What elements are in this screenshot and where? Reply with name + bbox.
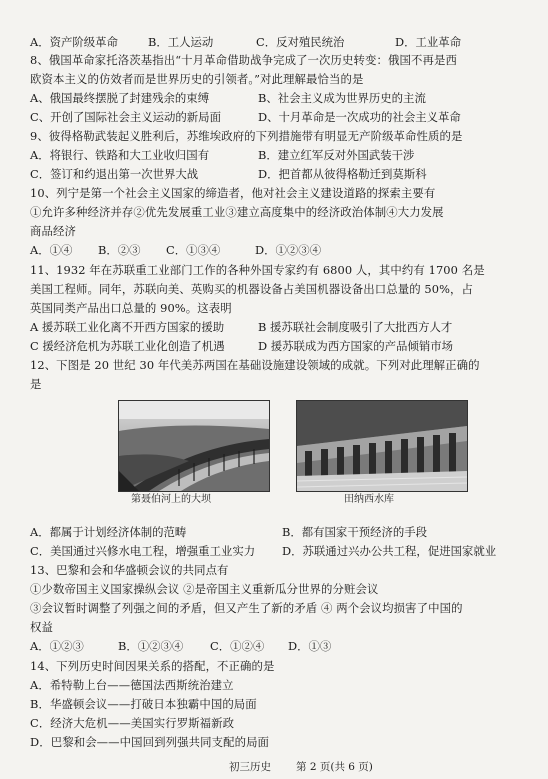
q9-option-d: D．把首都从彼得格勒迁到莫斯科 xyxy=(258,167,427,181)
q12-option-a: A．都属于计划经济体制的范畴 xyxy=(30,525,187,539)
tennessee-reservoir-caption: 田纳西水库 xyxy=(344,494,394,505)
q7-option-d: D．工业革命 xyxy=(395,35,462,49)
q8-option-a: A、俄国最终摆脱了封建残余的束缚 xyxy=(30,91,210,105)
q8-option-d: D、十月革命是一次成功的社会主义革命 xyxy=(258,110,461,124)
q10-option-d: D．①②③④ xyxy=(255,243,322,257)
q13-items-line-2: ③会议暂时调整了列强之间的矛盾，但又产生了新的矛盾 ④ 两个会议均损害了中国的 xyxy=(30,601,463,615)
q13-items-line-3: 权益 xyxy=(30,620,53,634)
q14-stem: 14、下列历史时间因果关系的搭配，不正确的是 xyxy=(30,659,275,673)
q7-option-c: C．反对殖民统治 xyxy=(256,35,345,49)
q9-option-a: A．将银行、铁路和大工业收归国有 xyxy=(30,148,210,162)
q10-items-line-1: ①允许多种经济并存②优先发展重工业③建立高度集中的经济政治体制④大力发展 xyxy=(30,205,444,219)
q7-option-a: A．资产阶级革命 xyxy=(30,35,118,49)
q12-option-d: D．苏联通过兴办公共工程，促进国家就业 xyxy=(282,544,497,558)
q10-option-c: C．①③④ xyxy=(166,243,221,257)
q9-option-c: C．签订和约退出第一次世界大战 xyxy=(30,167,199,181)
q13-option-a: A．①②③ xyxy=(30,639,84,653)
q7-option-b: B．工人运动 xyxy=(148,35,214,49)
q14-option-a: A．希特勒上台——德国法西斯统治建立 xyxy=(30,678,234,692)
q10-stem: 10、列宁是第一个社会主义国家的缔造者，他对社会主义建设道路的探索主要有 xyxy=(30,186,436,200)
q11-option-b: B 援苏联社会制度吸引了大批西方人才 xyxy=(258,320,453,334)
q13-option-c: C．①②④ xyxy=(210,639,265,653)
q11-stem-line-3: 英国同类产品出口总量的 90%。这表明 xyxy=(30,301,232,315)
q9-stem: 9、彼得格勒武装起义胜利后，苏维埃政府的下列措施带有明显无产阶级革命性质的是 xyxy=(30,129,463,143)
q14-option-d: D．巴黎和会——中国回到列强共同支配的局面 xyxy=(30,735,270,749)
q8-option-b: B、社会主义成为世界历史的主流 xyxy=(258,91,426,105)
q12-stem-line-1: 12、下图是 20 世纪 30 年代美苏两国在基础设施建设领域的成就。下列对此理解正确的 xyxy=(30,358,480,372)
q10-option-b: B．②③ xyxy=(98,243,141,257)
q13-stem: 13、巴黎和会和华盛顿会议的共同点有 xyxy=(30,563,229,577)
q13-option-b: B．①②③④ xyxy=(118,639,184,653)
q11-stem-line-1: 11、1932 年在苏联重工业部门工作的各种外国专家约有 6800 人，其中约有 1700 名是 xyxy=(30,263,485,277)
q12-option-b: B．都有国家干预经济的手段 xyxy=(282,525,428,539)
footer-page-number: 第 2 页(共 6 页) xyxy=(296,761,373,773)
q8-stem-line-2: 欧资本主义的仿效者而是世界历史的引领者。”对此理解最恰当的是 xyxy=(30,72,364,86)
footer-subject: 初三历史 xyxy=(229,761,271,773)
dnieper-dam-photo xyxy=(118,400,270,492)
tennessee-reservoir-photo xyxy=(296,400,468,492)
q14-option-c: C．经济大危机——美国实行罗斯福新政 xyxy=(30,716,235,730)
q11-option-c: C 援经济危机为苏联工业化创造了机遇 xyxy=(30,339,225,353)
q8-stem-line-1: 8、俄国革命家托洛茨基指出“十月革命借助战争完成了一次历史转变：俄国不再是西 xyxy=(30,53,457,67)
q13-items-line-1: ①少数帝国主义国家操纵会议 ②是帝国主义重新瓜分世界的分赃会议 xyxy=(30,582,379,596)
q9-option-b: B．建立红军反对外国武装干涉 xyxy=(258,148,415,162)
q11-stem-line-2: 美国工程师。同年，苏联向美、英购买的机器设备占美国机器设备出口总量的 50%，占 xyxy=(30,282,474,296)
q10-option-a: A．①④ xyxy=(30,243,73,257)
q14-option-b: B．华盛顿会议——打破日本独霸中国的局面 xyxy=(30,697,257,711)
q10-items-line-2: 商品经济 xyxy=(30,224,76,238)
dnieper-dam-caption: 第聂伯河上的大坝 xyxy=(131,494,211,505)
q13-option-d: D．①③ xyxy=(288,639,332,653)
q8-option-c: C、开创了国际社会主义运动的新局面 xyxy=(30,110,221,124)
q11-option-a: A 援苏联工业化离不开西方国家的援助 xyxy=(30,320,225,334)
q12-option-c: C．美国通过兴修水电工程，增强重工业实力 xyxy=(30,544,256,558)
q12-stem-line-2: 是 xyxy=(30,377,42,391)
q11-option-d: D 援苏联成为西方国家的产品倾销市场 xyxy=(258,339,454,353)
